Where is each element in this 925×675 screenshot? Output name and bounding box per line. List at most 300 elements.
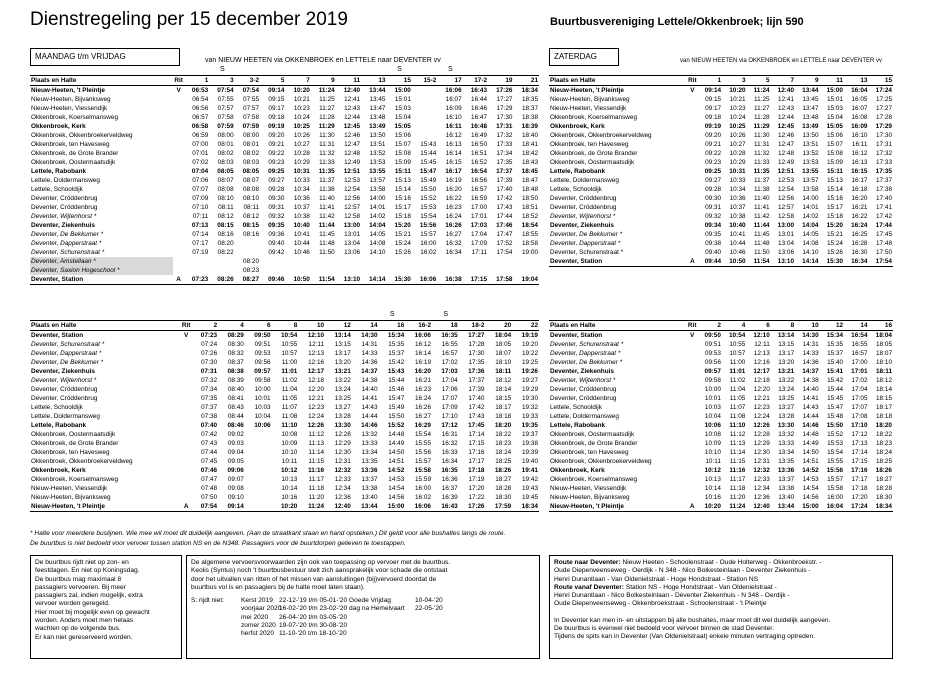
departure-time: 11:41 — [319, 204, 335, 211]
stop-name: Lettele, Schooldijk — [550, 186, 602, 193]
arrive-depart-flag: A — [687, 502, 698, 512]
departure-time: 17:40 — [468, 395, 485, 402]
departure-time: 17:41 — [876, 204, 892, 211]
stop-name: Nieuw-Heeten, Bijvanksweg — [31, 96, 111, 103]
departure-time: 12:17 — [753, 368, 770, 375]
departure-time: 14:43 — [361, 404, 378, 411]
departure-time: 13:28 — [334, 413, 351, 420]
departure-time: 12:34 — [753, 485, 770, 492]
departure-time: 09:23 — [705, 159, 722, 166]
departure-time: 14:05 — [802, 231, 819, 238]
departure-time: 10:29 — [293, 159, 310, 166]
departure-time: 08:20 — [243, 258, 260, 265]
departure-time: 13:04 — [344, 240, 361, 247]
stop-name: Deventer, Ziekenhuis — [550, 368, 614, 375]
departure-time: 15:56 — [826, 467, 844, 474]
departure-time: 08:01 — [217, 141, 234, 148]
departure-time: 16:27 — [415, 413, 431, 420]
departure-time: 07:54 — [242, 87, 260, 94]
arrive-depart-flag — [181, 358, 192, 367]
departure-time: 15:44 — [420, 150, 437, 157]
departure-time: 15:54 — [415, 431, 431, 438]
departure-time: 13:10 — [771, 257, 795, 267]
departure-time: 16:20 — [851, 195, 868, 202]
departure-time — [260, 257, 285, 266]
note-line: passagiers zal, indien mogelijk, extra — [35, 592, 143, 600]
departure-time: 10:04 — [254, 413, 271, 420]
arrive-depart-flag — [173, 239, 184, 248]
arrive-depart-flag — [687, 194, 698, 203]
arrive-depart-flag — [687, 394, 698, 403]
departure-time: 12:41 — [344, 96, 361, 103]
departure-time: 09:14 — [218, 502, 245, 512]
departure-time: 15:06 — [826, 132, 843, 139]
table-row — [549, 149, 893, 158]
period-name — [349, 622, 415, 630]
departure-time — [488, 266, 513, 275]
departure-time: 15:13 — [826, 177, 843, 184]
departure-time: 12:33 — [753, 476, 770, 483]
table-row — [549, 430, 893, 439]
departure-time: 10:38 — [293, 213, 310, 220]
stop-name: Lettele, Schooldijk — [550, 404, 602, 411]
departure-time: 13:47 — [369, 105, 386, 112]
departure-time: 12:48 — [778, 150, 795, 157]
stop-name: Nieuw-Heeten, Bijvanksweg — [550, 96, 630, 103]
route-line — [554, 559, 888, 567]
stop-name: Lettele, Rabobank — [550, 422, 606, 429]
departure-time: 12:36 — [753, 494, 770, 501]
departure-time: 08:02 — [243, 150, 260, 157]
departure-time: 16:38 — [437, 275, 462, 285]
departure-time: 14:36 — [361, 359, 378, 366]
departure-time: 11:17 — [308, 476, 325, 483]
stop-name: Okkenbroek, de Grote Brander — [31, 150, 119, 157]
departure-time — [209, 266, 234, 275]
departure-time: 09:08 — [227, 485, 244, 492]
table-header-row — [30, 76, 539, 86]
departure-time: 15:08 — [394, 150, 411, 157]
departure-time: 15:37 — [827, 350, 844, 357]
departure-time: 15:45 — [420, 159, 437, 166]
departure-time: 17:35 — [468, 359, 485, 366]
departure-time: 16:21 — [851, 204, 868, 211]
departure-time: 16:06 — [414, 332, 431, 339]
departure-time: 17:00 — [471, 204, 488, 211]
column-header-trip: 19 — [488, 76, 513, 86]
departure-time: 11:31 — [319, 141, 335, 148]
departure-time: 10:46 — [729, 249, 746, 256]
table-row — [30, 394, 539, 403]
departure-time: 08:08 — [243, 186, 260, 193]
note-line: Er kan niet gereserveerd worden. — [35, 633, 133, 641]
departure-time: 10:33 — [293, 177, 310, 184]
departure-time: 15:47 — [419, 168, 437, 175]
departure-time: 11:40 — [319, 195, 335, 202]
departure-time: 07:47 — [201, 476, 218, 483]
arrive-depart-flag — [173, 104, 184, 113]
stop-name: Okkenbroek, de Grote Brander — [31, 440, 119, 447]
departure-time: 07:23 — [200, 332, 218, 339]
departure-time: 10:37 — [293, 204, 310, 211]
departure-time: 18:25 — [876, 458, 892, 465]
departure-time: 16:44 — [471, 96, 488, 103]
departure-time: 06:58 — [191, 123, 209, 130]
departure-time: 11:44 — [318, 222, 335, 229]
departure-time: 16:13 — [445, 141, 462, 148]
departure-time: 17:59 — [485, 502, 512, 512]
stop-name: Okkenbroek, de Grote Brander — [550, 150, 638, 157]
route-text: Tijdens de spits kan in Deventer (Van Oldenielstraat) enkele minuten vertraging optreden. — [554, 633, 815, 641]
departure-time: 16:10 — [445, 114, 462, 121]
arrive-depart-flag — [181, 457, 192, 466]
departure-time: 12:10 — [307, 332, 325, 339]
departure-time: 17:32 — [496, 132, 513, 139]
arrive-depart-flag — [181, 376, 192, 385]
stop-name: Nieuw-Heeten, Viessendijk — [550, 105, 627, 112]
arrive-depart-flag — [181, 484, 192, 493]
departure-time: 10:25 — [729, 123, 746, 130]
arrive-depart-flag — [181, 412, 192, 421]
departure-time: 15:55 — [827, 458, 844, 465]
departure-time: 07:31 — [200, 368, 218, 375]
arrive-depart-flag — [181, 340, 192, 349]
departure-time: 18:41 — [522, 141, 538, 148]
departure-time: 09:10 — [227, 494, 244, 501]
arrive-depart-flag — [173, 176, 184, 185]
departure-time: 13:33 — [778, 440, 795, 447]
departure-time — [209, 257, 234, 266]
departure-time: 16:47 — [471, 114, 488, 121]
departure-time: 16:46 — [471, 105, 488, 112]
departure-time: 13:47 — [802, 105, 819, 112]
departure-time: 13:55 — [369, 168, 386, 175]
departure-time: 10:37 — [729, 204, 746, 211]
table-row — [30, 502, 539, 512]
departure-time: 14:41 — [361, 395, 378, 402]
table-row — [549, 104, 893, 113]
departure-time: 16:26 — [415, 404, 431, 411]
stop-name: Nieuw-Heeten, Viessendijk — [31, 485, 108, 492]
table-row — [30, 475, 539, 484]
departure-time: 16:57 — [851, 350, 868, 357]
departure-time: 09:18 — [705, 114, 722, 121]
departure-time: 15:50 — [388, 413, 405, 420]
route-text: In Deventer kan men in- en uitstappen bij alle bushaltes, maar moet dit wel duidelijk aangeven. — [554, 616, 831, 624]
column-header-trip: 9 — [311, 76, 336, 86]
departure-time: 14:43 — [802, 404, 819, 411]
departure-time: 12:54 — [344, 186, 361, 193]
departure-time: 17:07 — [441, 395, 458, 402]
departure-time: 11:30 — [754, 132, 770, 139]
arrive-depart-flag — [687, 140, 698, 149]
departure-time: 17:04 — [471, 231, 488, 238]
departure-time: 16:37 — [441, 485, 458, 492]
departure-time: 13:38 — [361, 485, 378, 492]
departure-time: 14:40 — [361, 386, 378, 393]
stop-name: Okkenbroek, Oostermaatsdijk — [31, 431, 116, 438]
departure-time — [245, 475, 272, 484]
period-dates: 10-04-'20 — [415, 597, 443, 605]
departure-time: 16:48 — [470, 123, 488, 130]
departure-time: 14:51 — [388, 458, 405, 465]
departure-time: 13:40 — [361, 494, 378, 501]
column-header-trip: 5 — [747, 76, 771, 86]
departure-time: 10:34 — [293, 186, 310, 193]
departure-time: 17:16 — [851, 467, 868, 474]
departure-time: 09:38 — [705, 240, 722, 247]
table-row — [549, 158, 893, 167]
departure-time: 15:45 — [827, 395, 844, 402]
departure-time: 08:07 — [217, 177, 234, 184]
departure-time: 15:07 — [826, 141, 843, 148]
departure-time: 11:27 — [754, 105, 770, 112]
departure-time: 11:24 — [753, 87, 770, 94]
departure-time: 16:02 — [420, 249, 437, 256]
departure-time: 14:00 — [369, 195, 386, 202]
departure-time: 08:05 — [217, 168, 234, 175]
departure-time: 16:17 — [445, 168, 462, 175]
departure-time: 17:28 — [876, 114, 892, 121]
departure-time: 16:49 — [471, 132, 488, 139]
period-name: mei 2020 — [241, 613, 269, 621]
departure-time: 10:57 — [729, 350, 746, 357]
departure-time: 18:25 — [495, 458, 512, 465]
departure-time: 15:03 — [394, 105, 411, 112]
departure-time: 18:05 — [495, 341, 512, 348]
column-header-trip: 22 — [512, 321, 539, 331]
departure-time: 09:40 — [268, 240, 285, 247]
departure-time: 11:12 — [729, 431, 746, 438]
departure-time: 10:08 — [281, 431, 298, 438]
departure-time: 17:38 — [876, 186, 892, 193]
stop-name: Deventer, Cröddenbrug — [31, 386, 98, 393]
column-header-trip: 3-2 — [235, 76, 260, 86]
table-row — [30, 457, 539, 466]
departure-time: 13:00 — [343, 222, 361, 229]
departure-time: 13:27 — [778, 404, 795, 411]
departure-time: 13:14 — [334, 332, 351, 339]
departure-time: 07:37 — [201, 404, 218, 411]
departure-time: 15:40 — [827, 359, 844, 366]
stop-name: Nieuw-Heeten, Bijvanksweg — [550, 494, 630, 501]
departure-time: 13:44 — [771, 502, 795, 512]
arrive-depart-flag — [173, 95, 184, 104]
table-row — [30, 140, 539, 149]
weekday-outbound-table — [30, 75, 539, 285]
stop-name: Deventer, De Bekkumer * — [550, 359, 623, 366]
column-header-trip: 6 — [245, 321, 272, 331]
stop-name: Okkenbroek, Koerselmansweg — [31, 476, 119, 483]
table-row — [30, 376, 539, 385]
departure-time: 17:43 — [468, 413, 485, 420]
departure-time: 17:10 — [441, 413, 458, 420]
saturday-label: ZATERDAG — [549, 48, 619, 66]
departure-time: 17:27 — [876, 105, 892, 112]
departure-time: 10:28 — [729, 150, 746, 157]
departure-time: 11:37 — [319, 177, 335, 184]
departure-time — [463, 266, 488, 275]
departure-time: 12:32 — [334, 467, 351, 474]
departure-time: 18:20 — [875, 422, 892, 429]
departure-time: 12:20 — [753, 386, 770, 393]
column-header-stop: Plaats en Halte — [549, 76, 687, 86]
column-header-stop: Plaats en Halte — [30, 321, 181, 331]
departure-time — [311, 266, 336, 275]
departure-time: 15:06 — [394, 132, 411, 139]
conditions-line: Keolis (Syntus) noch 't buurtbusbestuur stelt zich aansprakelijk voor schade die ontstaat — [191, 567, 448, 575]
departure-time: 10:36 — [293, 195, 310, 202]
departure-time: 12:57 — [778, 204, 795, 211]
stop-name: Deventer, Wijtenhorst * — [550, 377, 616, 384]
period-name: Kerst 2019 — [241, 597, 273, 605]
departure-time: 09:20 — [705, 132, 722, 139]
saturday-outbound-table — [549, 75, 893, 267]
departure-time: 11:28 — [754, 114, 770, 121]
departure-time: 13:33 — [361, 440, 378, 447]
departure-time: 09:06 — [227, 467, 244, 474]
departure-time: 16:15 — [445, 159, 462, 166]
departure-time: 12:58 — [778, 213, 795, 220]
departure-time: 12:34 — [334, 485, 351, 492]
departure-time: 08:32 — [227, 350, 244, 357]
departure-time: 13:04 — [778, 240, 795, 247]
departure-time: 07:19 — [192, 249, 209, 256]
departure-time: 11:20 — [729, 494, 746, 501]
departure-time: 17:26 — [459, 502, 486, 512]
departure-time: 11:17 — [729, 476, 746, 483]
departure-time: 19:38 — [522, 440, 538, 447]
departure-time: 12:45 — [777, 123, 795, 130]
departure-time: 18:43 — [522, 159, 538, 166]
departure-time — [412, 131, 437, 140]
departure-time: 10:36 — [729, 195, 746, 202]
departure-time: 09:22 — [268, 150, 285, 157]
stop-name: Deventer, Wijtenhorst * — [31, 213, 97, 220]
arrive-depart-flag — [181, 439, 192, 448]
departure-time: 19:26 — [521, 368, 538, 375]
departure-time: 19:19 — [521, 332, 538, 339]
column-header-rit: Rit — [174, 77, 183, 84]
departure-time: 17:18 — [468, 467, 485, 474]
arrive-depart-flag — [687, 439, 698, 448]
departure-time — [285, 266, 310, 275]
departure-time: 17:16 — [468, 449, 485, 456]
departure-time: 16:15 — [851, 168, 868, 175]
departure-time: 18:14 — [876, 386, 892, 393]
stop-name: Deventer, Ziekenhuis — [550, 222, 614, 229]
departure-time: 13:21 — [777, 368, 795, 375]
departure-time: 08:22 — [217, 249, 234, 256]
departure-time: 08:11 — [218, 204, 234, 211]
departure-time: 17:47 — [496, 231, 513, 238]
departure-time: 11:14 — [308, 449, 325, 456]
departure-time: 15:24 — [394, 240, 411, 247]
departure-time: 17:37 — [468, 377, 485, 384]
departure-time: 15:34 — [387, 332, 405, 339]
table-row — [549, 86, 893, 96]
departure-time: 09:57 — [254, 368, 271, 375]
departure-time: 18:28 — [495, 485, 512, 492]
departure-time — [245, 430, 272, 439]
departure-time: 09:14 — [704, 87, 722, 94]
departure-time: 10:12 — [280, 467, 298, 474]
stop-name: Okkenbroek, Koerselmansweg — [31, 114, 119, 121]
departure-time: 14:48 — [802, 431, 819, 438]
departure-time: 19:22 — [522, 350, 538, 357]
stop-name: Okkenbroek, Kerk — [550, 467, 605, 474]
departure-time: 08:37 — [227, 359, 244, 366]
column-header-trip: 13 — [844, 76, 868, 86]
departure-time: 17:17 — [851, 476, 868, 483]
column-header-trip: 15 — [386, 76, 411, 86]
departure-time: 17:24 — [844, 502, 868, 512]
departure-time: 10:26 — [729, 132, 746, 139]
departure-time: 19:45 — [522, 494, 538, 501]
departure-time: 17:26 — [496, 87, 513, 94]
period-dates: 11-10-'20 t/m 18-10-'20 — [279, 630, 347, 638]
school-holiday-mark: S — [443, 311, 449, 318]
departure-time: 11:45 — [319, 231, 335, 238]
stop-name: Okkenbroek, Kerk — [31, 467, 86, 474]
table-row — [549, 131, 893, 140]
departure-time: 09:04 — [227, 449, 244, 456]
arrive-depart-flag — [687, 385, 698, 394]
departure-time — [235, 239, 260, 248]
table-row — [549, 167, 893, 176]
column-header-trip: 8 — [771, 321, 795, 331]
arrive-depart-flag — [687, 457, 698, 466]
departure-time: 12:18 — [308, 377, 325, 384]
departure-time: 13:35 — [361, 458, 378, 465]
departure-time: 15:03 — [826, 105, 843, 112]
departure-time: 16:04 — [851, 87, 868, 94]
route-line — [554, 609, 888, 617]
departure-time: 14:08 — [369, 240, 386, 247]
departure-time: 15:41 — [826, 368, 844, 375]
departure-time: 08:12 — [243, 213, 260, 220]
departure-time: 10:21 — [293, 96, 310, 103]
stop-name: Deventer, Station — [30, 275, 173, 285]
table-row — [549, 412, 893, 421]
departure-time: 17:20 — [851, 494, 868, 501]
table-row — [549, 376, 893, 385]
departure-time: 10:38 — [729, 213, 746, 220]
departure-time: 10:16 — [704, 494, 721, 501]
column-header-trip: 11 — [820, 76, 844, 86]
departure-time: 10:24 — [729, 114, 746, 121]
departure-time: 15:00 — [379, 502, 406, 512]
table-row — [549, 340, 893, 349]
departure-time: 18:04 — [494, 332, 512, 339]
departure-time: 18:27 — [495, 476, 512, 483]
departure-time — [245, 457, 272, 466]
stop-name: Okkenbroek, Okkenbroekerveldweg — [31, 458, 133, 465]
departure-time: 15:48 — [827, 413, 844, 420]
table-row — [549, 421, 893, 430]
departure-time: 10:00 — [704, 386, 721, 393]
departure-time: 14:14 — [361, 275, 386, 285]
departure-time: 16:35 — [441, 332, 458, 339]
departure-time: 10:06 — [254, 422, 271, 429]
departure-time: 16:23 — [445, 204, 462, 211]
departure-time: 11:12 — [308, 431, 325, 438]
departure-time: 16:57 — [471, 186, 488, 193]
arrive-depart-flag — [687, 122, 698, 131]
stop-name: Okkenbroek, Okkenbroekerveldweg — [31, 132, 133, 139]
season-label — [191, 605, 241, 613]
departure-time: 10:13 — [281, 476, 298, 483]
